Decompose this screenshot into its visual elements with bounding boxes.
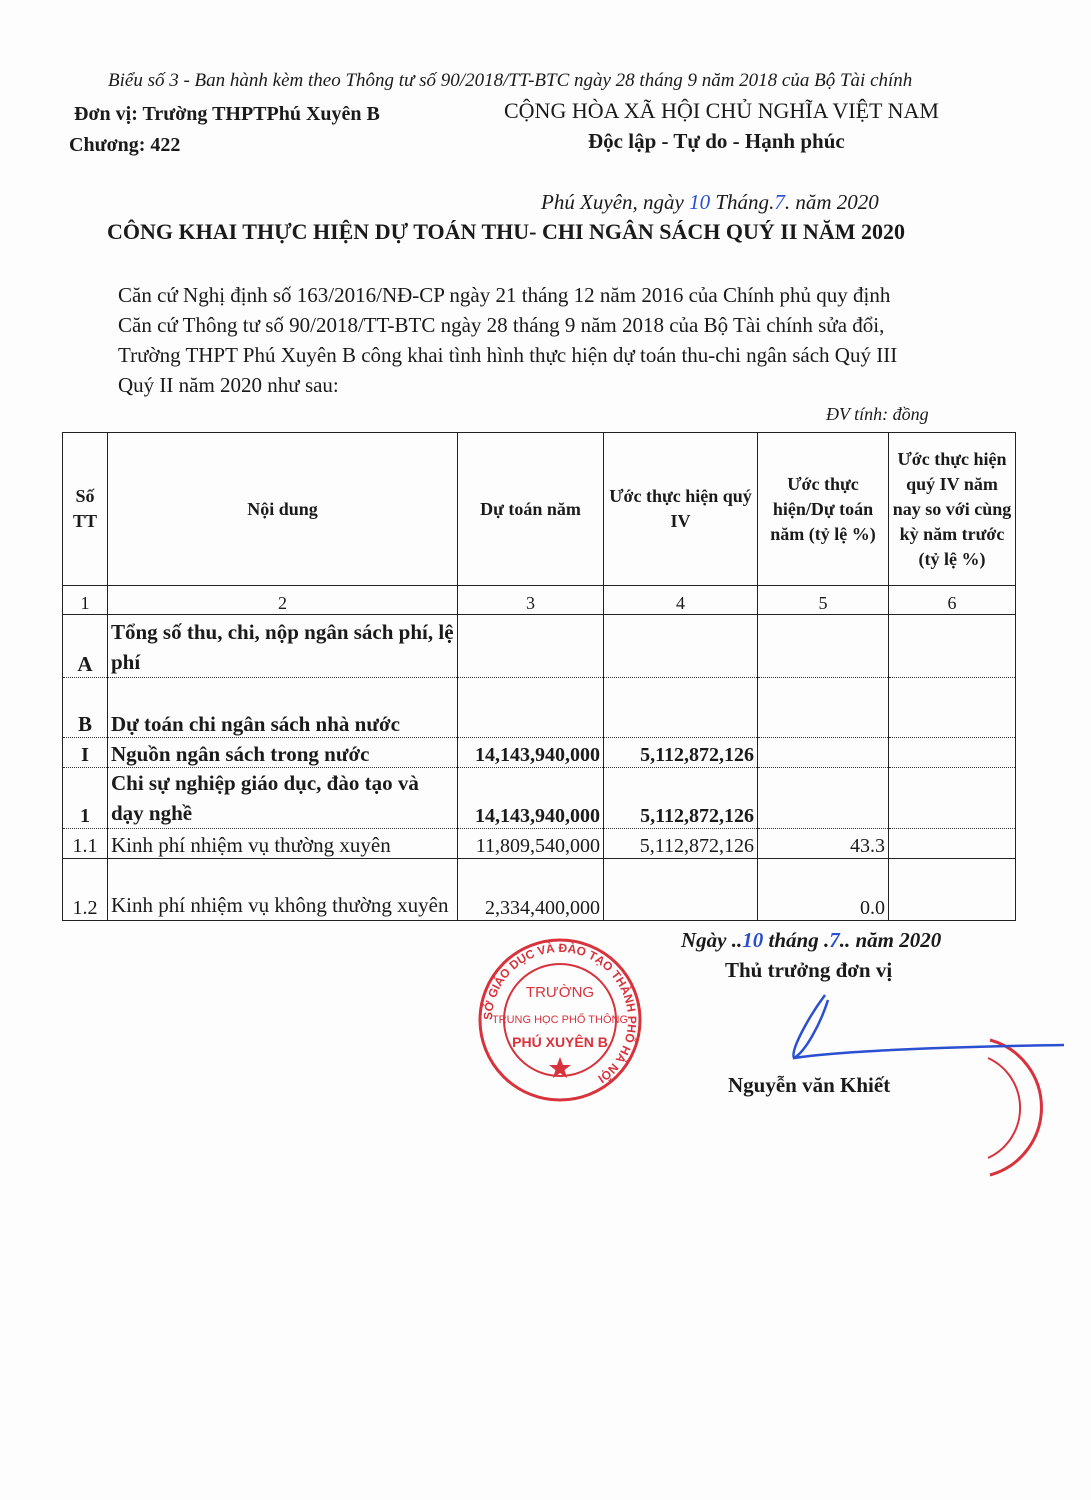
col-number: 4 xyxy=(604,586,758,615)
stamp-line: PHÚ XUYÊN B xyxy=(512,1034,608,1050)
header-cell: Ước thực hiện/Dự toán năm (tỷ lệ %) xyxy=(758,433,889,586)
stamp-line: TRƯỜNG xyxy=(525,984,595,1001)
row-yoy xyxy=(889,829,1016,859)
form-note: Biểu số 3 - Ban hành kèm theo Thông tư số 90/2018/TT-BTC ngày 28 tháng 9 năm 2018 của Bộ Tài chính xyxy=(108,70,913,91)
row-estimate: 5,112,872,126 xyxy=(604,768,758,829)
intro-line: Quý II năm 2020 như sau: xyxy=(118,373,339,397)
row-stt: B xyxy=(63,678,108,738)
month-label: Tháng xyxy=(715,190,770,214)
header-cell: Nội dung xyxy=(108,433,458,586)
row-ratio xyxy=(758,768,889,829)
row-ratio xyxy=(758,615,889,678)
motto: Độc lập - Tự do - Hạnh phúc xyxy=(588,129,845,153)
stamp-outer-text: SỞ GIÁO DỤC VÀ ĐÀO TẠO THÀNH PHỐ HÀ NỘI xyxy=(480,940,640,1086)
row-ratio xyxy=(758,678,889,738)
handwritten-day: 10 xyxy=(689,190,711,214)
intro-line: Trường THPT Phú Xuyên B công khai tình hình thực hiện dự toán thu-chi ngân sách Quý III xyxy=(118,343,898,367)
row-plan: 14,143,940,000 xyxy=(458,738,604,768)
row-estimate: 5,112,872,126 xyxy=(604,829,758,859)
school-stamp xyxy=(470,935,650,1105)
signer-role: Thủ trưởng đơn vị xyxy=(725,958,893,982)
intro-line: Căn cứ Nghị định số 163/2016/NĐ-CP ngày 21 tháng 12 năm 2016 của Chính phủ quy định xyxy=(118,283,891,307)
chapter: Chương: 422 xyxy=(69,134,181,156)
row-stt: 1.2 xyxy=(63,859,108,921)
table-row xyxy=(63,678,1016,738)
row-ratio xyxy=(758,738,889,768)
stamp-line: TRUNG HỌC PHỔ THÔNG xyxy=(491,1014,629,1026)
table-row xyxy=(63,738,1016,768)
handwritten-day: 10 xyxy=(742,928,764,952)
table-header-row xyxy=(63,433,1016,586)
handwritten-month: 7 xyxy=(829,928,840,952)
table-row xyxy=(63,859,1016,921)
row-yoy xyxy=(889,859,1016,921)
row-plan xyxy=(458,615,604,678)
row-content: Chi sự nghiệp giáo dục, đào tạo và dạy nghề xyxy=(108,768,458,829)
row-estimate xyxy=(604,615,758,678)
nation-heading: CỘNG HÒA XÃ HỘI CHỦ NGHĨA VIỆT NAM xyxy=(504,98,939,123)
row-estimate: 5,112,872,126 xyxy=(604,738,758,768)
table-row xyxy=(63,768,1016,829)
row-plan xyxy=(458,678,604,738)
row-estimate xyxy=(604,859,758,921)
header-cell: Ước thực hiện quý IV xyxy=(604,433,758,586)
signer-name: Nguyễn văn Khiết xyxy=(728,1073,891,1097)
date-prefix: Phú Xuyên, ngày xyxy=(541,190,684,214)
column-number-row xyxy=(63,586,1016,615)
row-stt: 1.1 xyxy=(63,829,108,859)
intro-line: Căn cứ Thông tư số 90/2018/TT-BTC ngày 28 tháng 9 năm 2018 của Bộ Tài chính sửa đổi, xyxy=(118,313,885,337)
sig-year-label: năm 2020 xyxy=(855,928,942,952)
unit-note: ĐV tính: đồng xyxy=(826,404,929,424)
table-row xyxy=(63,615,1016,678)
row-content: Dự toán chi ngân sách nhà nước xyxy=(108,678,458,738)
row-plan: 2,334,400,000 xyxy=(458,859,604,921)
header-cell: Dự toán năm xyxy=(458,433,604,586)
row-ratio: 43.3 xyxy=(758,829,889,859)
document-title: CÔNG KHAI THỰC HIỆN DỰ TOÁN THU- CHI NGÂN SÁCH QUÝ II NĂM 2020 xyxy=(107,219,905,244)
col-number: 5 xyxy=(758,586,889,615)
row-ratio: 0.0 xyxy=(758,859,889,921)
row-content: Nguồn ngân sách trong nước xyxy=(108,738,458,768)
row-yoy xyxy=(889,768,1016,829)
row-stt: A xyxy=(63,615,108,678)
row-plan: 11,809,540,000 xyxy=(458,829,604,859)
col-number: 2 xyxy=(108,586,458,615)
budget-table xyxy=(62,432,1016,921)
row-yoy xyxy=(889,678,1016,738)
sig-month-label: tháng xyxy=(768,928,819,952)
row-content: Kinh phí nhiệm vụ thường xuyên xyxy=(108,829,458,859)
row-yoy xyxy=(889,738,1016,768)
row-content: Kinh phí nhiệm vụ không thường xuyên xyxy=(108,859,458,921)
signature xyxy=(780,990,1070,1065)
row-stt: I xyxy=(63,738,108,768)
row-yoy xyxy=(889,615,1016,678)
document-page: Biểu số 3 - Ban hành kèm theo Thông tư số 90/2018/TT-BTC ngày 28 tháng 9 năm 2018 của Bộ Tài chính Đơn vị: Trường THPTPhú Xuyên B Chương: 422 CỘNG HÒA XÃ HỘI CHỦ NGHĨA VIỆT NAM Độc lập - Tự do - Hạnh phúc Phú Xuyên, ngày 10 Tháng.7. năm 2020 CÔNG KHAI THỰC HIỆN DỰ TOÁN THU- CHI NGÂN SÁCH QUÝ II NĂM 2020 Căn cứ Nghị định số 163/2016/NĐ-CP ngày 21 tháng 12 năm 2016 của Chính phủ quy định Căn cứ Thông tư số 90/2018/TT-BTC ngày 28 tháng 9 năm 2018 của Bộ Tài chính sửa đổi, Trường THPT Phú Xuyên B công khai tình hình thực hiện dự toán thu-chi ngân sách Quý III Quý II năm 2020 như sau: ĐV tính: đồng Số TT Nội dung Dự toán năm Ước thực hiện quý IV Ước thực hiện/Dự toán năm (tỷ lệ %) Ước thực hiện quý IV năm nay so với cùng kỳ năm trước (tỷ lệ %) 1 2 3 4 5 6 A Tổng số thu, chi, nộp ngân sách phí, lệ phí B Dự toán chi ngân sách nhà nước I Nguồn ngân sách trong nước 14,143,940,000 5,112,872,126 1 Chi sự nghiệp giáo dục, đào tạo và dạy nghề 14,143,940,000 5,112,872,126 1.1 Kinh phí nhiệm vụ thường xuyên 11,809,540,000 5,112,872,126 43.3 1.2 Kinh phí nhiệm vụ không thường xuyên 2,334,400,000 0.0 SỞ GIÁO DỤC VÀ ĐÀO TẠO THÀNH PHỐ HÀ NỘI TRƯỜNG TRUNG HỌC PHỔ THÔNG PHÚ XUYÊN B Ngày ..10 tháng .7.. năm 2020 Thủ trưởng đơn vị Nguyễn văn Khiết xyxy=(0,0,1091,1500)
header-cell: Ước thực hiện quý IV năm nay so với cùng kỳ năm trước (tỷ lệ %) xyxy=(889,433,1016,586)
row-content: Tổng số thu, chi, nộp ngân sách phí, lệ phí xyxy=(108,615,458,678)
col-number: 3 xyxy=(458,586,604,615)
header-cell: Số TT xyxy=(63,433,108,586)
row-stt: 1 xyxy=(63,768,108,829)
handwritten-month: 7 xyxy=(774,190,785,214)
table-row xyxy=(63,829,1016,859)
unit-name: Đơn vị: Trường THPTPhú Xuyên B xyxy=(74,103,380,125)
year-label: năm 2020 xyxy=(795,190,879,214)
col-number: 6 xyxy=(889,586,1016,615)
col-number: 1 xyxy=(63,586,108,615)
row-plan: 14,143,940,000 xyxy=(458,768,604,829)
sig-date-prefix: Ngày xyxy=(681,928,727,952)
row-estimate xyxy=(604,678,758,738)
